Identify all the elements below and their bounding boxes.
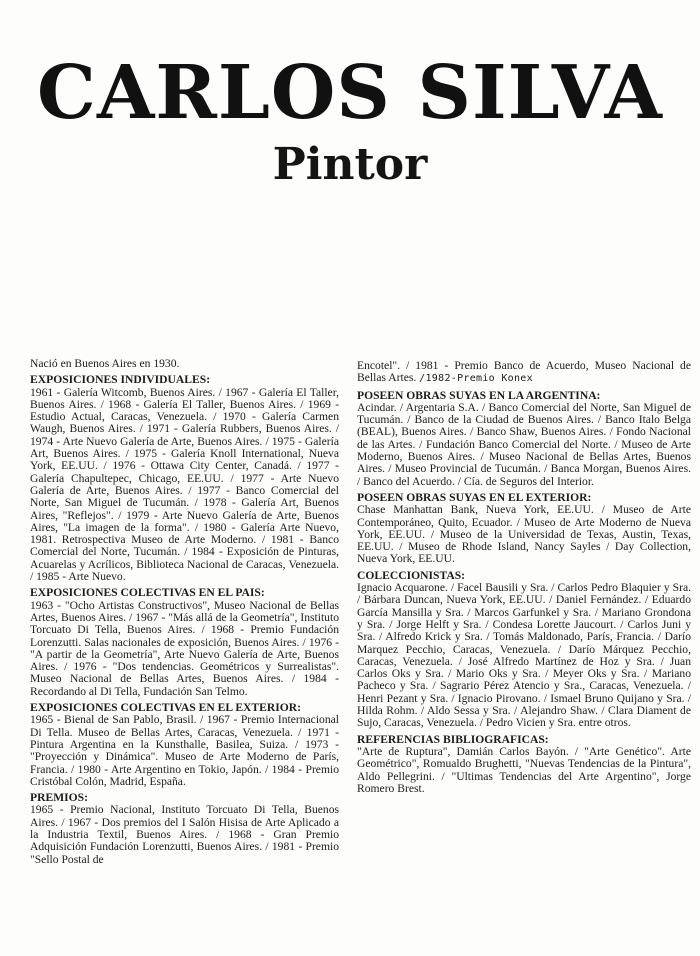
awards-heading: PREMIOS: [30, 791, 88, 805]
collective-exhibitions-abroad-heading: EXPOSICIONES COLECTIVAS EN EL EXTERIOR: [30, 701, 302, 715]
biography-right-column [357, 360, 691, 799]
works-abroad-heading: POSEEN OBRAS SUYAS EN EL EXTERIOR: [357, 490, 592, 504]
collectors-heading: COLECCIONISTAS: [357, 568, 466, 582]
collective-exhibitions-abroad-text: 1965 - Bienal de San Pablo, Brasil. / 1967 - Premio Internacional Di Tella. Museo de Bellas Artes, Caracas, Venezuela. / 1971 - Pintura Argentina en la Kunsthalle, Basilea, Suiza. / 1973 - "Proyección y Dinámica". Museo de Arte Moderno de París, Francia. / 1980 - Arte Argentino en Tokio, Japón. / 1984 - Premio Cristóbal Colón, Madrid, España. [30, 713, 339, 788]
collectors-text: Ignacio Acquarone. / Facel Bausili y Sra. / Carlos Pedro Blaquier y Sra. / Bárbara Duncan, Nueva York, EE.UU. / Daniel Fernández. / Eduardo García Mansilla y Sra. / Marcos Garfunkel y Sra. / Mariano Grondona y Sra. / Jorge Helft y Sra. / Condesa Lorette Jaucourt. / Carlos Juni y Sra. / Alfredo Krick y Sra. / Tomás Maldonado, París, Francia. / Darío Marquez Pecchio, Caracas, Venezuela. / Darío Márquez Pecchio, Caracas, Venezuela. / José Alfredo Martínez de Hoz y Sra. / Juan Carlos Oks y Sra. / Mario Oks y Sra. / Meyer Oks y Sra. / Mariano Pacheco y Sra. / Sagrario Pérez Atencio y Sra., Caracas, Venezuela. / Henri Pezant y Sra. / Ignacio Pirovano. / Ismael Bruno Quijano y Sra. / Hilda Rohm. / Aldo Sessa y Sra. / Alejandro Shaw. / Clara Diament de Sujo, Caracas, Venezuela. / Pedro Vicien y Sra. entre otros. [357, 581, 691, 730]
biography-left-column [30, 358, 339, 870]
artist-profession: Pintor [272, 139, 428, 190]
references-section [357, 734, 691, 795]
individual-exhibitions-heading: EXPOSICIONES INDIVIDUALES: [30, 373, 211, 387]
collective-exhibitions-country-section [30, 587, 339, 698]
works-argentina-text: Acindar. / Argentaria S.A. / Banco Comercial del Norte, San Miguel de Tucumán. / Banco de la Ciudad de Buenos Aires. / Banco Italo Belga (BEAL), Buenos Aires. / Banco Shaw, Buenos Aires. / Fondo Nacional de las Artes. / Fundación Banco Comercial del Norte. / Museo de Arte Moderno, Buenos Aires. / Museo Nacional de Bellas Artes, Buenos Aires. / Museo Provincial de Tucumán. / Banca Morgan, Buenos Aires. / Banco del Acuerdo. / Cía. de Seguros del Interior. [357, 400, 691, 488]
individual-exhibitions-section [30, 374, 339, 583]
awards-continued-printed: Encotel". / 1981 - Premio Banco de Acuerdo, Museo Nacional de Bellas Artes. [357, 359, 691, 385]
references-heading: REFERENCIAS BIBLIOGRAFICAS: [357, 732, 549, 746]
birth-text: Nació en Buenos Aires en 1930. [30, 357, 180, 370]
works-abroad-text: Chase Manhattan Bank, Nueva York, EE.UU. / Museo de Arte Contemporáneo, Quito, Ecuador. / Museo de Arte Moderno de Nueva York, EE.UU. / Museo de la Universidad de Texas, Austin, Texas, EE.UU. / Museo de Rhode Island, Nancy Sayles / Day Collection, Nueva York, EE.UU. [357, 503, 691, 566]
awards-continued [357, 360, 691, 386]
collectors-section [357, 570, 691, 730]
works-argentina-section [357, 390, 691, 488]
individual-exhibitions-text: 1961 - Galería Witcomb, Buenos Aires. / 1967 - Galería El Taller, Buenos Aires. / 1968 - Galería El Taller, Buenos Aires. / 1969 - Estudio Actual, Caracas, Venezuela. / 1970 - Galería Carmen Waugh, Buenos Aires. / 1971 - Galería Rubbers, Buenos Aires. / 1974 - Arte Nuevo Galería de Arte, Buenos Aires. / 1975 - Galería Art, Buenos Aires. / 1975 - Galería Knoll International, Nueva York, EE.UU. / 1976 - Ottawa City Center, Canadá. / 1977 - Galería Chapultepec, Chicago, EE.UU. / 1977 - Arte Nuevo Galería de Arte, Buenos Aires. / 1977 - Banco Comercial del Norte, San Miguel de Tucumán. / 1978 - Galería Art, Buenos Aires, "Reflejos". / 1979 - Arte Nuevo Galería de Arte, Buenos Aires, "La imagen de la forma". / 1980 - Galería Arte Nuevo, 1981. Retrospectiva Museo de Arte Moderno. / 1981 - Banco Comercial del Norte, Tucumán. / 1984 - Exposición de Pinturas, Acuarelas y Acrílicos, Biblioteca Nacional de Caracas, Venezuela. / 1985 - Arte Nuevo. [30, 385, 339, 584]
works-argentina-heading: POSEEN OBRAS SUYAS EN LA ARGENTINA: [357, 388, 601, 402]
awards-section [30, 792, 339, 866]
awards-typed-addition: /1982-Premio Konex [419, 373, 533, 385]
collective-exhibitions-abroad-section [30, 702, 339, 788]
collective-exhibitions-country-text: 1963 - "Ocho Artistas Constructivos", Museo Nacional de Bellas Artes, Buenos Aires. / 1967 - "Más allá de la Geometría", Instituto Torcuato Di Tella, Buenos Aires. / 1968 - Premio Fundación Lorenzutti. Salas nacionales de exposición, Buenos Aires. / 1976 - "A partir de la Geometría", Arte Nuevo Galería de Arte, Buenos Aires. / 1976 - "Dos tendencias. Geométricos y Surrealistas". Museo Nacional de Bellas Artes, Buenos Aires. / 1984 - Recordando al Di Tella, Fundación San Telmo. [30, 598, 339, 698]
works-abroad-section [357, 492, 691, 566]
references-text: "Arte de Ruptura", Damián Carlos Bayón. / "Arte Genético". Arte Geométrico", Romualdo Brughetti, "Nuevas Tendencias de la Pintura", Aldo Pellegrini. / "Ultimas Tendencias del Arte Argentino", Jorge Romero Brest. [357, 744, 691, 795]
awards-text: 1965 - Premio Nacional, Instituto Torcuato Di Tella, Buenos Aires. / 1967 - Dos premios del I Salón Hisisa de Arte Aplicado a la Industria Textil, Buenos Aires. / 1968 - Gran Premio Adquisición Fundación Lorenzutti, Buenos Aires. / 1981 - Premio "Sello Postal de [30, 803, 339, 866]
artist-name: CARLOS SILVA [37, 50, 663, 136]
awards-continued-text [357, 360, 691, 386]
birth-info [30, 358, 339, 370]
collective-exhibitions-country-heading: EXPOSICIONES COLECTIVAS EN EL PAIS: [30, 586, 265, 600]
